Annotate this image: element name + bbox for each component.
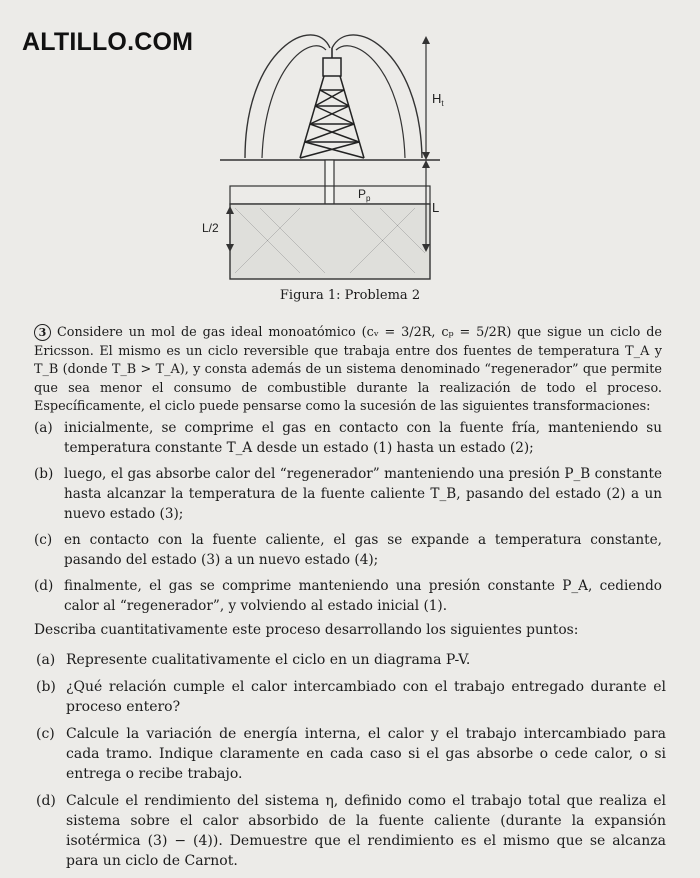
derrick [300,48,364,158]
problem-intro-text: Considere un mol de gas ideal monoatómico (cᵥ = 3/2R, cₚ = 5/2R) que sigue un ciclo de Ericsson. El mismo es un ciclo reversible que trabaja entre dos fuentes de temperatura T_A y T_B (donde T_B > T_A), y consta además de un sistema denominado “regenerador” que permite que sea menor el consumo de combustible durante la realización de todo el proceso. Específicamente, el ciclo puede pensarse como la sucesión de las siguientes transformaciones: [34,325,662,414]
transformations-list [34,418,662,622]
problem-intro [34,324,662,417]
oil-reservoir [230,204,430,279]
l-label: L [432,200,440,215]
transformation-item: (b) luego, el gas absorbe calor del “regenerador” manteniendo una presión P_B constante hasta alcanzar la temperatura de la fuente caliente T_B, pasando del estado (2) a un nuevo estado (3); [34,466,662,522]
question-item: (b) ¿Qué relación cumple el calor intercambiado con el trabajo entregado durante el proceso entero? [36,679,666,715]
problem-statement [34,324,662,417]
figure-caption: Figura 1: Problema 2 [279,288,421,303]
l2-label: L/2 [202,221,219,235]
transformation-item: (c) en contacto con la fuente caliente, el gas se expande a temperatura constante, pasando del estado (3) a un nuevo estado (4); [34,532,662,568]
question-item: (d) Calcule el rendimiento del sistema η, definido como el trabajo total que realiza el sistema sobre el calor absorbido de la fuente caliente (durante la expansión isotérmica (3) − (4)). Demuestre que el rendimiento es el mismo que se alcanza para un ciclo de Carnot. [36,793,666,869]
figure-drawing [150,18,570,288]
questions-list [36,650,666,878]
question-item: (c) Calcule la variación de energía interna, el calor y el trabajo intercambiado para cada tramo. Indique claramente en cada caso si el gas absorbe o cede calor, o si entrega o recibe trabajo. [36,726,666,782]
transformation-item: (d) finalmente, el gas se comprime manteniendo una presión constante P_A, cediendo calor al “regenerador”, y volviendo al estado inicial (1). [34,578,662,614]
pp-label: $P_p$ [358,187,371,203]
ht-label: $H_t$ [432,91,444,108]
transformation-item: (a) inicialmente, se comprime el gas en contacto con la fuente fría, manteniendo su temperatura constante T_A desde un estado (1) hasta un estado (2); [34,420,662,456]
problem-number: 3 [34,324,51,341]
watermark-logo: ALTILLO.COM [22,28,194,56]
instructions-lead: Describa cuantitativamente este proceso desarrollando los siguientes puntos: [34,622,579,638]
oil-well-figure [150,18,570,288]
question-item: (a) Represente cualitativamente el ciclo en un diagrama P-V. [36,652,471,668]
